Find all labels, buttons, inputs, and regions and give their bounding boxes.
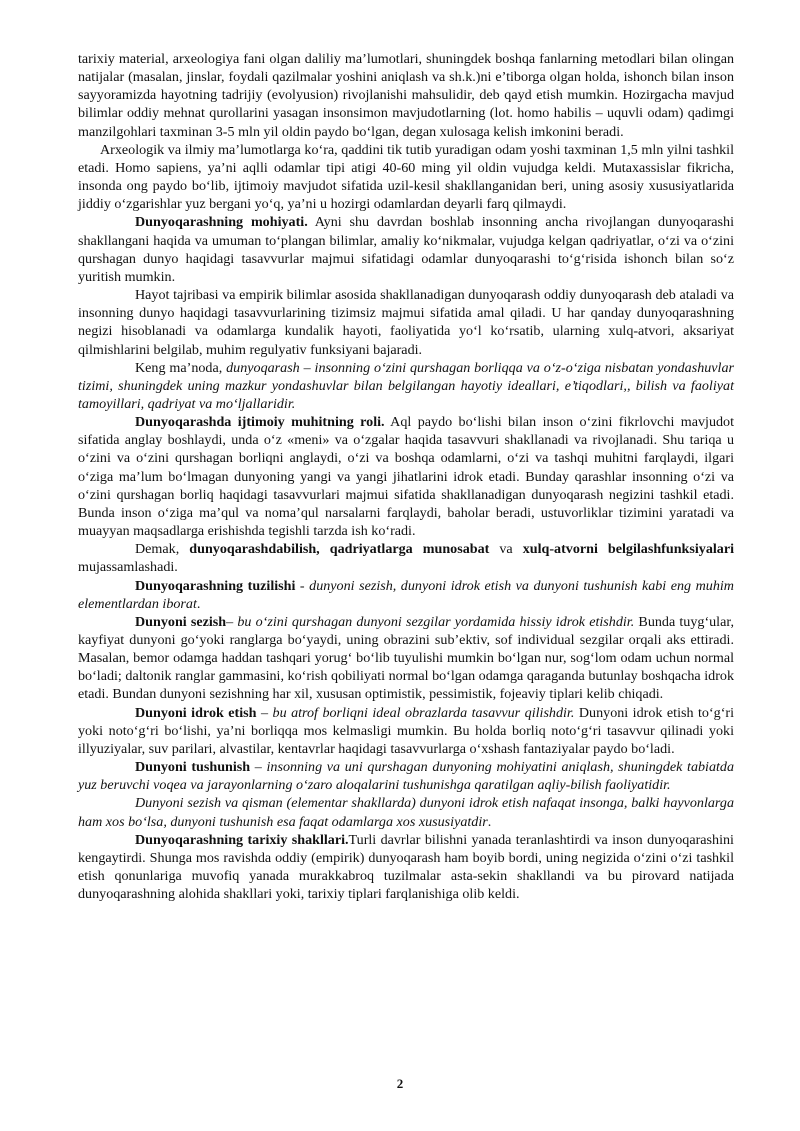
text: – xyxy=(226,613,238,630)
page-number: 2 xyxy=(396,1076,404,1091)
text: Ayni shu davrdan boshlab insonning ancha rivojlangan dunyoqarashi shakllangani haqida va umuman to‘plangan bilimlar, amaliy ko‘nikmalar, vujudga kelgan qadriyatlar, o‘zi va o‘zini qurshagan dunyo haqidagi tasavvurlar majmui sifatidagi odamlar dunyoqarashi to‘g‘risida ishonch bilan so‘z yuritish mumkin. xyxy=(78,214,734,285)
definition-italic: dunyoqarash – insonning o‘zini qurshagan borliqqa va o‘z-o‘ziga nisbatan yondashuvlar tizimi, shuningdek uning mazkur yondashuvlar bilan belgilangan hayotiy ideallari, e’tiqodlari,, bilish va faoliyat tamoyillari, qadriyat va mo‘ljallaridir. xyxy=(78,359,734,412)
paragraph-ordinary-worldview: Hayot tajribasi va empirik bilimlar asosida shakllanadigan dunyoqarash oddiy dunyoqarash deb ataladi va insonning dunyo haqidagi tasavvurlarining tizimsiz majmui sifatida amal qiladi. U har qanday dunyoqarashning negizi hisoblanadi va odamlarga kundalik hayoti, faoliyatida yo‘l ko‘rsatib, ularning xulq-atvori, aksariyat qilmishlarini belgilab, muhim regulyativ funksiyani bajaradi. xyxy=(78,287,734,358)
paragraph-understanding xyxy=(78,758,734,794)
text: Dunyoni idrok etish to‘g‘ri yoki noto‘g‘ri bo‘lishi, ya’ni borliqqa mos kelmasligi mumkin. Bu holda borliq noto‘g‘ri tasavvur qilinadi yoki illyuziyalar, suv parilari, alvastilar, kentavrlar haqidagi tasavvurlarga o‘xshash fantaziyalar paydo bo‘ladi. xyxy=(78,704,735,757)
paragraph-structure xyxy=(78,577,734,613)
paragraph-definition xyxy=(78,359,734,413)
text: . xyxy=(196,595,201,612)
text: – xyxy=(250,759,267,776)
text: Aql paydo bo‘lishi bilan inson o‘zini fikrlovchi mavjudot sifatida anglay boshlaydi, unda o‘z «meni» va o‘zgalar haqida tasavvuri shakllanadi va rivojlanadi. Shu tariqa u o‘zini va o‘zini qurshagan borliqni anglaydi, o‘zi va boshqa odamlarni, o‘zi va tashqi muhitni farqlaydi, ilgari o‘ziga ma’lum bo‘lmagan dunyoning yangi va yangi jihatlarini idrok etadi. Bunday qarashlar insonning o‘zi va o‘zini qurshagan borliq haqidagi tasavvurlari majmui sifatida shakllanadigan dunyoqarash negizini tashkil etadi. Bunda inson o‘ziga ma’qul va noma’qul narsalarni farqlaydi, baholar beradi, ustuvorliklar tizimini yaratadi va muayyan maqsadlarga erishishda tegishli tarzda ish ko‘radi. xyxy=(78,414,734,540)
text: Bunda tuyg‘ular, kayfiyat dunyoni go‘yoki ranglarga bo‘yaydi, uning obrazini sub’ektiv, sof individual sezgilar orqali aks ettiradi. Masalan, bemor odamga haddan tashqari yorug‘ bo‘lib tuyulishi mumkin bo‘lgan nur, sog‘lom odam uchun normal bo‘ladi; daltonik ranglar gammasini, ko‘rish qobiliyati normal bo‘lgan odamga qaraganda butunlay boshqacha idrok etadi. Bundan dunyoni sezishning har xil, xususan optimistik, pessimistik, fojeaviy tiplari kelib chiqadi. xyxy=(78,613,735,703)
paragraph-evolution: tarixiy material, arxeologiya fani olgan daliliy ma’lumotlari, shuningdek boshqa fanlarning metodlari bilan olingan natijalar (masalan, jinslar, foydali qazilmalar yoshini aniqlash va sh.k.)ni e’tiborga olgan holda, ishonch bilan inson sayyoramizda hayotning tadrijiy (evolyusion) rivojlanishi mahsulidir, deb qayd etish mumkin. Hozirgacha mavjud bilimlar oddiy mehnat qurollarini yasagan insonsimon mavjudotlarning (lot. homo habilis – uquvli odam) qadimgi manzilgohlari taxminan 3-5 mln yil oldin paydo bo‘lgan, degan xulosaga kelish imkonini beradi. xyxy=(78,51,734,140)
paragraph-worldview-essence xyxy=(78,213,734,286)
animals-italic: Dunyoni sezish va qisman (elementar shakllarda) dunyoni idrok etish nafaqat insonga, balki hayvonlarga ham xos bo‘lsa, dunyoni tushunish esa faqat odamlarga xos xususiyatdir xyxy=(78,795,734,830)
paragraph-archaeology: Arxeologik va ilmiy ma’lumotlarga ko‘ra, qaddini tik tutib yuradigan odam yoshi taxminan 1,5 mln yilni tashkil etadi. Homo sapiens, ya’ni aqlli odamlar tipi atigi 40-60 ming yil oldin vujudga keldi. Mutaxassislar fikricha, insonda ong paydo bo‘lib, ijtimoiy mavjudot sifatida uzil-kesil shakllanganidan beri, uning asosiy xususiyatlarida jiddiy o‘zgarishlar yuz bergani yo‘q, ya’ni u hozirgi odamlardan deyarli farq qilmaydi. xyxy=(78,141,734,213)
paragraph-historical-forms xyxy=(78,831,734,904)
heading-social-environment: Dunyoqarashda ijtimoiy muhitning roli. xyxy=(135,414,385,431)
structure-italic: dunyoni sezish, dunyoni idrok etish va dunyoni tushunish kabi eng muhim elementlardan iborat xyxy=(78,577,734,612)
text: mujassamlashadi. xyxy=(78,559,178,576)
heading-structure: Dunyoqarashning tuzilishi xyxy=(135,577,296,594)
understanding-italic: insonning va uni qurshagan dunyoning mohiyatini aniqlash, shuningdek tabiatda yuz beruvchi voqea va jarayonlarning o‘zaro aloqalarini tushunishga qaratilgan aqliy-bilish faoliyatidir. xyxy=(78,759,735,794)
perception-italic: bu atrof borliqni ideal obrazlarda tasavvur qilishdir. xyxy=(272,704,575,721)
paragraph-functions xyxy=(78,540,734,576)
heading-historical-forms: Dunyoqarashning tarixiy shakllari. xyxy=(135,831,349,848)
text: - xyxy=(295,577,310,594)
heading-worldview-essence: Dunyoqarashning mohiyati. xyxy=(135,214,308,231)
text: Keng ma’noda, xyxy=(135,359,227,376)
heading-perception: Dunyoni idrok etish xyxy=(135,704,257,721)
paragraph-social-environment xyxy=(78,413,734,540)
paragraph-perception xyxy=(78,704,734,758)
functions-bold-2: xulq-atvorni belgilashfunksiyalari xyxy=(522,541,735,558)
text: – xyxy=(256,704,273,721)
sensing-italic: bu o‘zini qurshagan dunyoni sezgilar yordamida hissiy idrok etishdir. xyxy=(237,613,635,630)
paragraph-animals xyxy=(78,794,734,830)
heading-sensing: Dunyoni sezish xyxy=(135,613,227,630)
document-page xyxy=(78,50,734,903)
text: . xyxy=(487,813,492,830)
functions-bold-1: dunyoqarashdabilish, qadriyatlarga munosabat xyxy=(189,541,490,558)
paragraph-sensing xyxy=(78,613,734,704)
heading-understanding: Dunyoni tushunish xyxy=(135,759,251,776)
text: Turli davrlar bilishni yanada teranlashtirdi va inson dunyoqarashini kengaytirdi. Shunga mos ravishda oddiy (empirik) dunyoqarash ham boyib bordi, uning negizida o‘zini o‘zi tashkil etish qonunlariga muvofiq yanada murakkabroq tuzilmalar asta-sekin shakllandi va bu pirovard natijada dunyoqarashning alohida shakllari yoki, tarixiy tiplari farqlanishiga olib keldi. xyxy=(78,831,734,903)
text: va xyxy=(489,541,523,558)
text: Demak, xyxy=(135,541,190,558)
